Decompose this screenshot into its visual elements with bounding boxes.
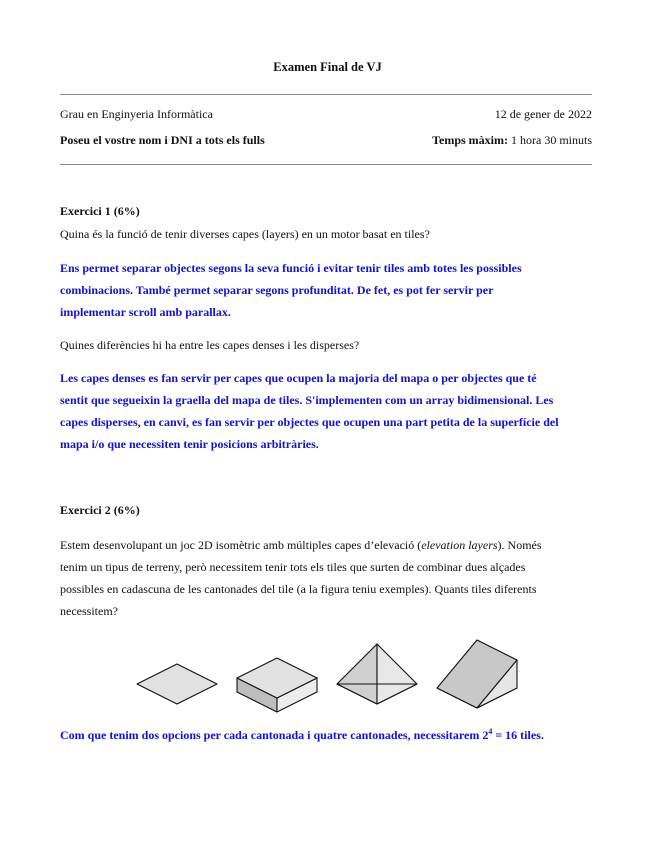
answer-line: combinacions. També permet separar segons profunditat. De fet, es pot fer servir per — [60, 283, 494, 297]
question-text: ). Només — [497, 538, 542, 552]
exercise-2-question — [60, 534, 592, 622]
question-text: Estem desenvolupant un joc 2D isomètric amb múltiples capes d’elevació ( — [60, 538, 422, 552]
header-row-2 — [60, 133, 592, 148]
time-label: Temps màxim: — [432, 133, 508, 147]
slope-tile — [437, 640, 517, 708]
page-title: Examen Final de VJ — [273, 60, 382, 74]
time-limit — [432, 133, 592, 148]
exercise-1-answer-2 — [60, 367, 600, 455]
answer-line: Les capes denses es fan servir per capes que ocupen la majoria del mapa o per objectes que té — [60, 371, 537, 385]
header-row-1 — [60, 107, 592, 122]
exercise-1-answer-1 — [60, 257, 600, 323]
answer-text: Com que tenim dos opcions per cada cantonada i quatre cantonades, necessitarem 2 — [60, 728, 489, 742]
question-line: possibles en cadascuna de les cantonades del tile (a la figura teniu exemples). Quants tiles diferents — [60, 582, 537, 596]
exam-date: 12 de gener de 2022 — [494, 107, 592, 121]
exercise-1-question-2: Quines diferències hi ha entre les capes denses i les disperses? — [60, 338, 360, 352]
header-bottom-rule — [60, 164, 592, 165]
answer-line: mapa i/o que necessiten tenir posicions arbitràries. — [60, 437, 319, 451]
answer-text: = 16 tiles. — [492, 728, 544, 742]
exercise-1-question-1: Quina és la funció de tenir diverses capes (layers) en un motor basat en tiles? — [60, 227, 430, 241]
raised-block-tile — [237, 658, 317, 712]
tile-examples-figure — [130, 636, 530, 716]
answer-line: capes disperses, en canvi, es fan servir per objectes que ocupen una part petita de la superfície del — [60, 415, 559, 429]
header-top-rule — [60, 94, 592, 95]
exercise-2-heading: Exercici 2 (6%) — [60, 503, 140, 517]
answer-line: sentit que segueixin la graella del mapa de tiles. S'implementen com un array bidimensional. Les — [60, 393, 554, 407]
exercise-2-answer — [60, 724, 620, 746]
answer-exponent: 4 — [488, 727, 493, 736]
question-line: necessitem? — [60, 604, 118, 618]
question-italic: elevation layers — [421, 538, 498, 552]
question-line: tenim un tipus de terreny, però necessitem tenir tots els tiles que surten de combinar dues alçades — [60, 560, 526, 574]
answer-line: Ens permet separar objectes segons la seva funció i evitar tenir tiles amb totes les possibles — [60, 261, 522, 275]
question-line — [60, 534, 592, 556]
degree-name: Grau en Enginyeria Informàtica — [60, 107, 213, 121]
exercise-1-heading: Exercici 1 (6%) — [60, 204, 140, 218]
pyramid-tile — [337, 644, 417, 704]
instructions: Poseu el vostre nom i DNI a tots els fulls — [60, 133, 265, 147]
flat-tile — [137, 664, 217, 704]
answer-line: implementar scroll amb parallax. — [60, 305, 231, 319]
time-value: 1 hora 30 minuts — [511, 133, 592, 147]
